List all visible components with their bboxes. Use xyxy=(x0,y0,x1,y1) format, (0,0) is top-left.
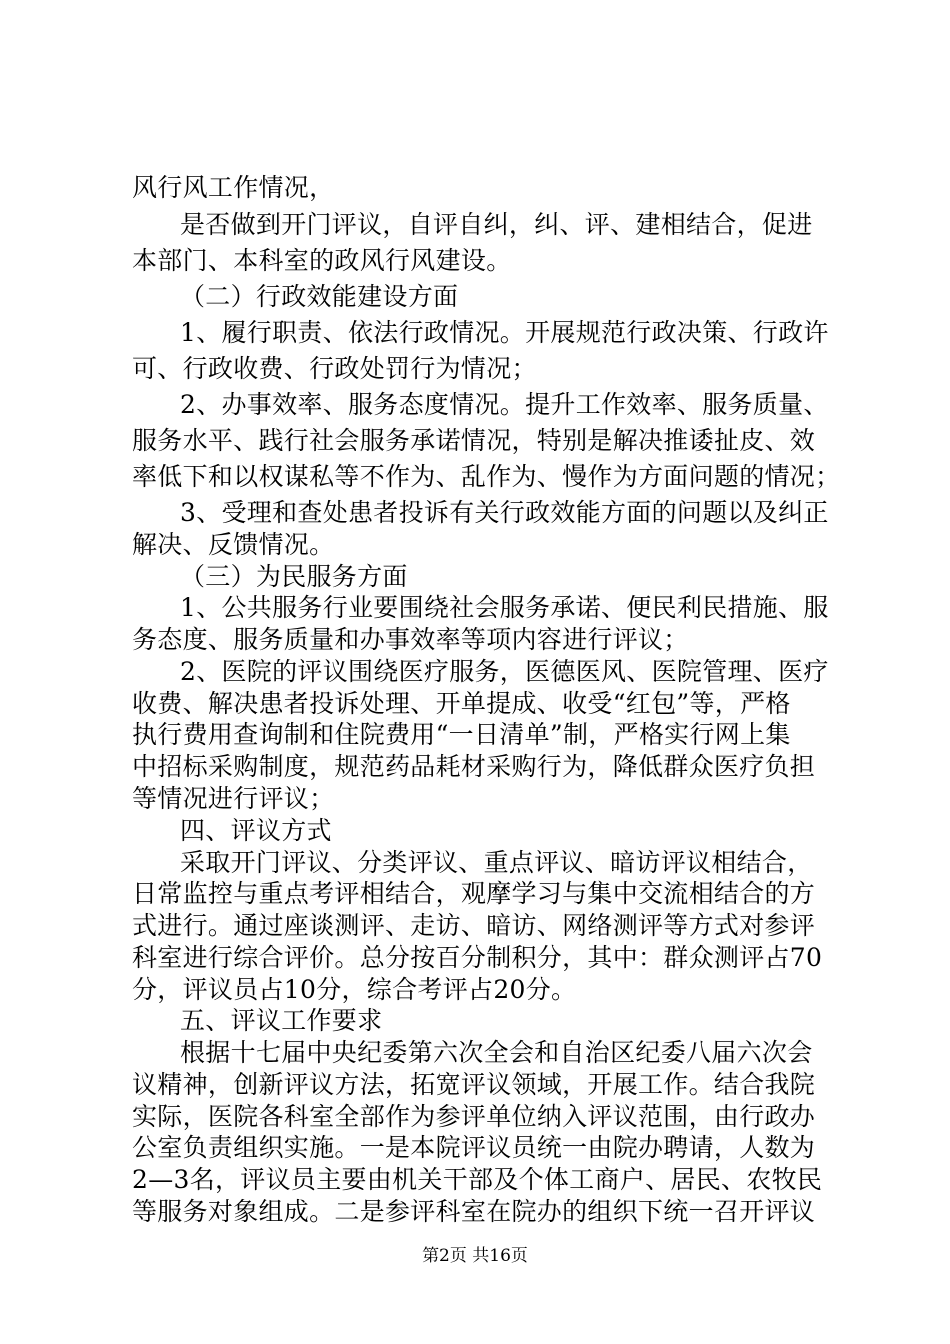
text-line: 议精神，创新评议方法，拓宽评议领域，开展工作。结合我院 xyxy=(132,1070,816,1099)
text-line: 根据十七届中央纪委第六次全会和自治区纪委八届六次会 xyxy=(180,1038,813,1067)
text-line: 2、医院的评议围绕医疗服务，医德医风、医院管理、医疗 xyxy=(180,657,829,686)
text-line: 是否做到开门评议，自评自纠，纠、评、建相结合，促进 xyxy=(180,210,813,239)
text-line: 风行风工作情况， xyxy=(132,173,335,202)
text-line: 解决、反馈情况。 xyxy=(132,530,335,559)
text-line: 公室负责组织实施。一是本院评议员统一由院办聘请，人数为 xyxy=(132,1133,816,1162)
text-line: 执行费用查询制和住院费用“一日清单”制，严格实行网上集 xyxy=(132,720,791,749)
text-line: 日常监控与重点考评相结合，观摩学习与集中交流相结合的方 xyxy=(132,879,816,908)
section-heading: （二）行政效能建设方面 xyxy=(180,282,459,311)
text-line: 本部门、本科室的政风行风建设。 xyxy=(132,246,512,275)
page-footer: 第2页 共16页 xyxy=(422,1246,528,1266)
text-line: 等情况进行评议； xyxy=(132,784,335,813)
section-heading: 五、评议工作要求 xyxy=(180,1006,383,1035)
text-line: 2、办事效率、服务态度情况。提升工作效率、服务质量、 xyxy=(180,390,829,419)
text-line: 科室进行综合评价。总分按百分制积分，其中：群众测评占70 xyxy=(132,943,823,972)
text-line: 务态度、服务质量和办事效率等项内容进行评议； xyxy=(132,625,689,654)
text-line: 收费、解决患者投诉处理、开单提成、收受“红包”等，严格 xyxy=(132,689,791,718)
text-line: 式进行。通过座谈测评、走访、暗访、网络测评等方式对参评 xyxy=(132,911,816,940)
text-line: 等服务对象组成。二是参评科室在院办的组织下统一召开评议 xyxy=(132,1197,816,1226)
text-line: 2—3名，评议员主要由机关干部及个体工商户、居民、农牧民 xyxy=(132,1165,823,1194)
text-line: 分，评议员占10分，综合考评占20分。 xyxy=(132,975,577,1004)
text-line: 实际，医院各科室全部作为参评单位纳入评议范围，由行政办 xyxy=(132,1102,816,1131)
text-line: 可、行政收费、行政处罚行为情况； xyxy=(132,354,537,383)
text-line: 率低下和以权谋私等不作为、乱作为、慢作为方面问题的情况； xyxy=(132,462,841,491)
text-line: 服务水平、践行社会服务承诺情况，特别是解决推诿扯皮、效 xyxy=(132,426,816,455)
text-line: 1、履行职责、依法行政情况。开展规范行政决策、行政许 xyxy=(180,318,829,347)
section-heading: 四、评议方式 xyxy=(180,816,332,845)
text-line: 采取开门评议、分类评议、重点评议、暗访评议相结合， xyxy=(180,848,813,877)
section-heading: （三）为民服务方面 xyxy=(180,562,408,591)
text-line: 1、公共服务行业要围绕社会服务承诺、便民利民措施、服 xyxy=(180,593,829,622)
text-line: 中招标采购制度，规范药品耗材采购行为，降低群众医疗负担 xyxy=(132,752,816,781)
text-line: 3、受理和查处患者投诉有关行政效能方面的问题以及纠正 xyxy=(180,498,829,527)
